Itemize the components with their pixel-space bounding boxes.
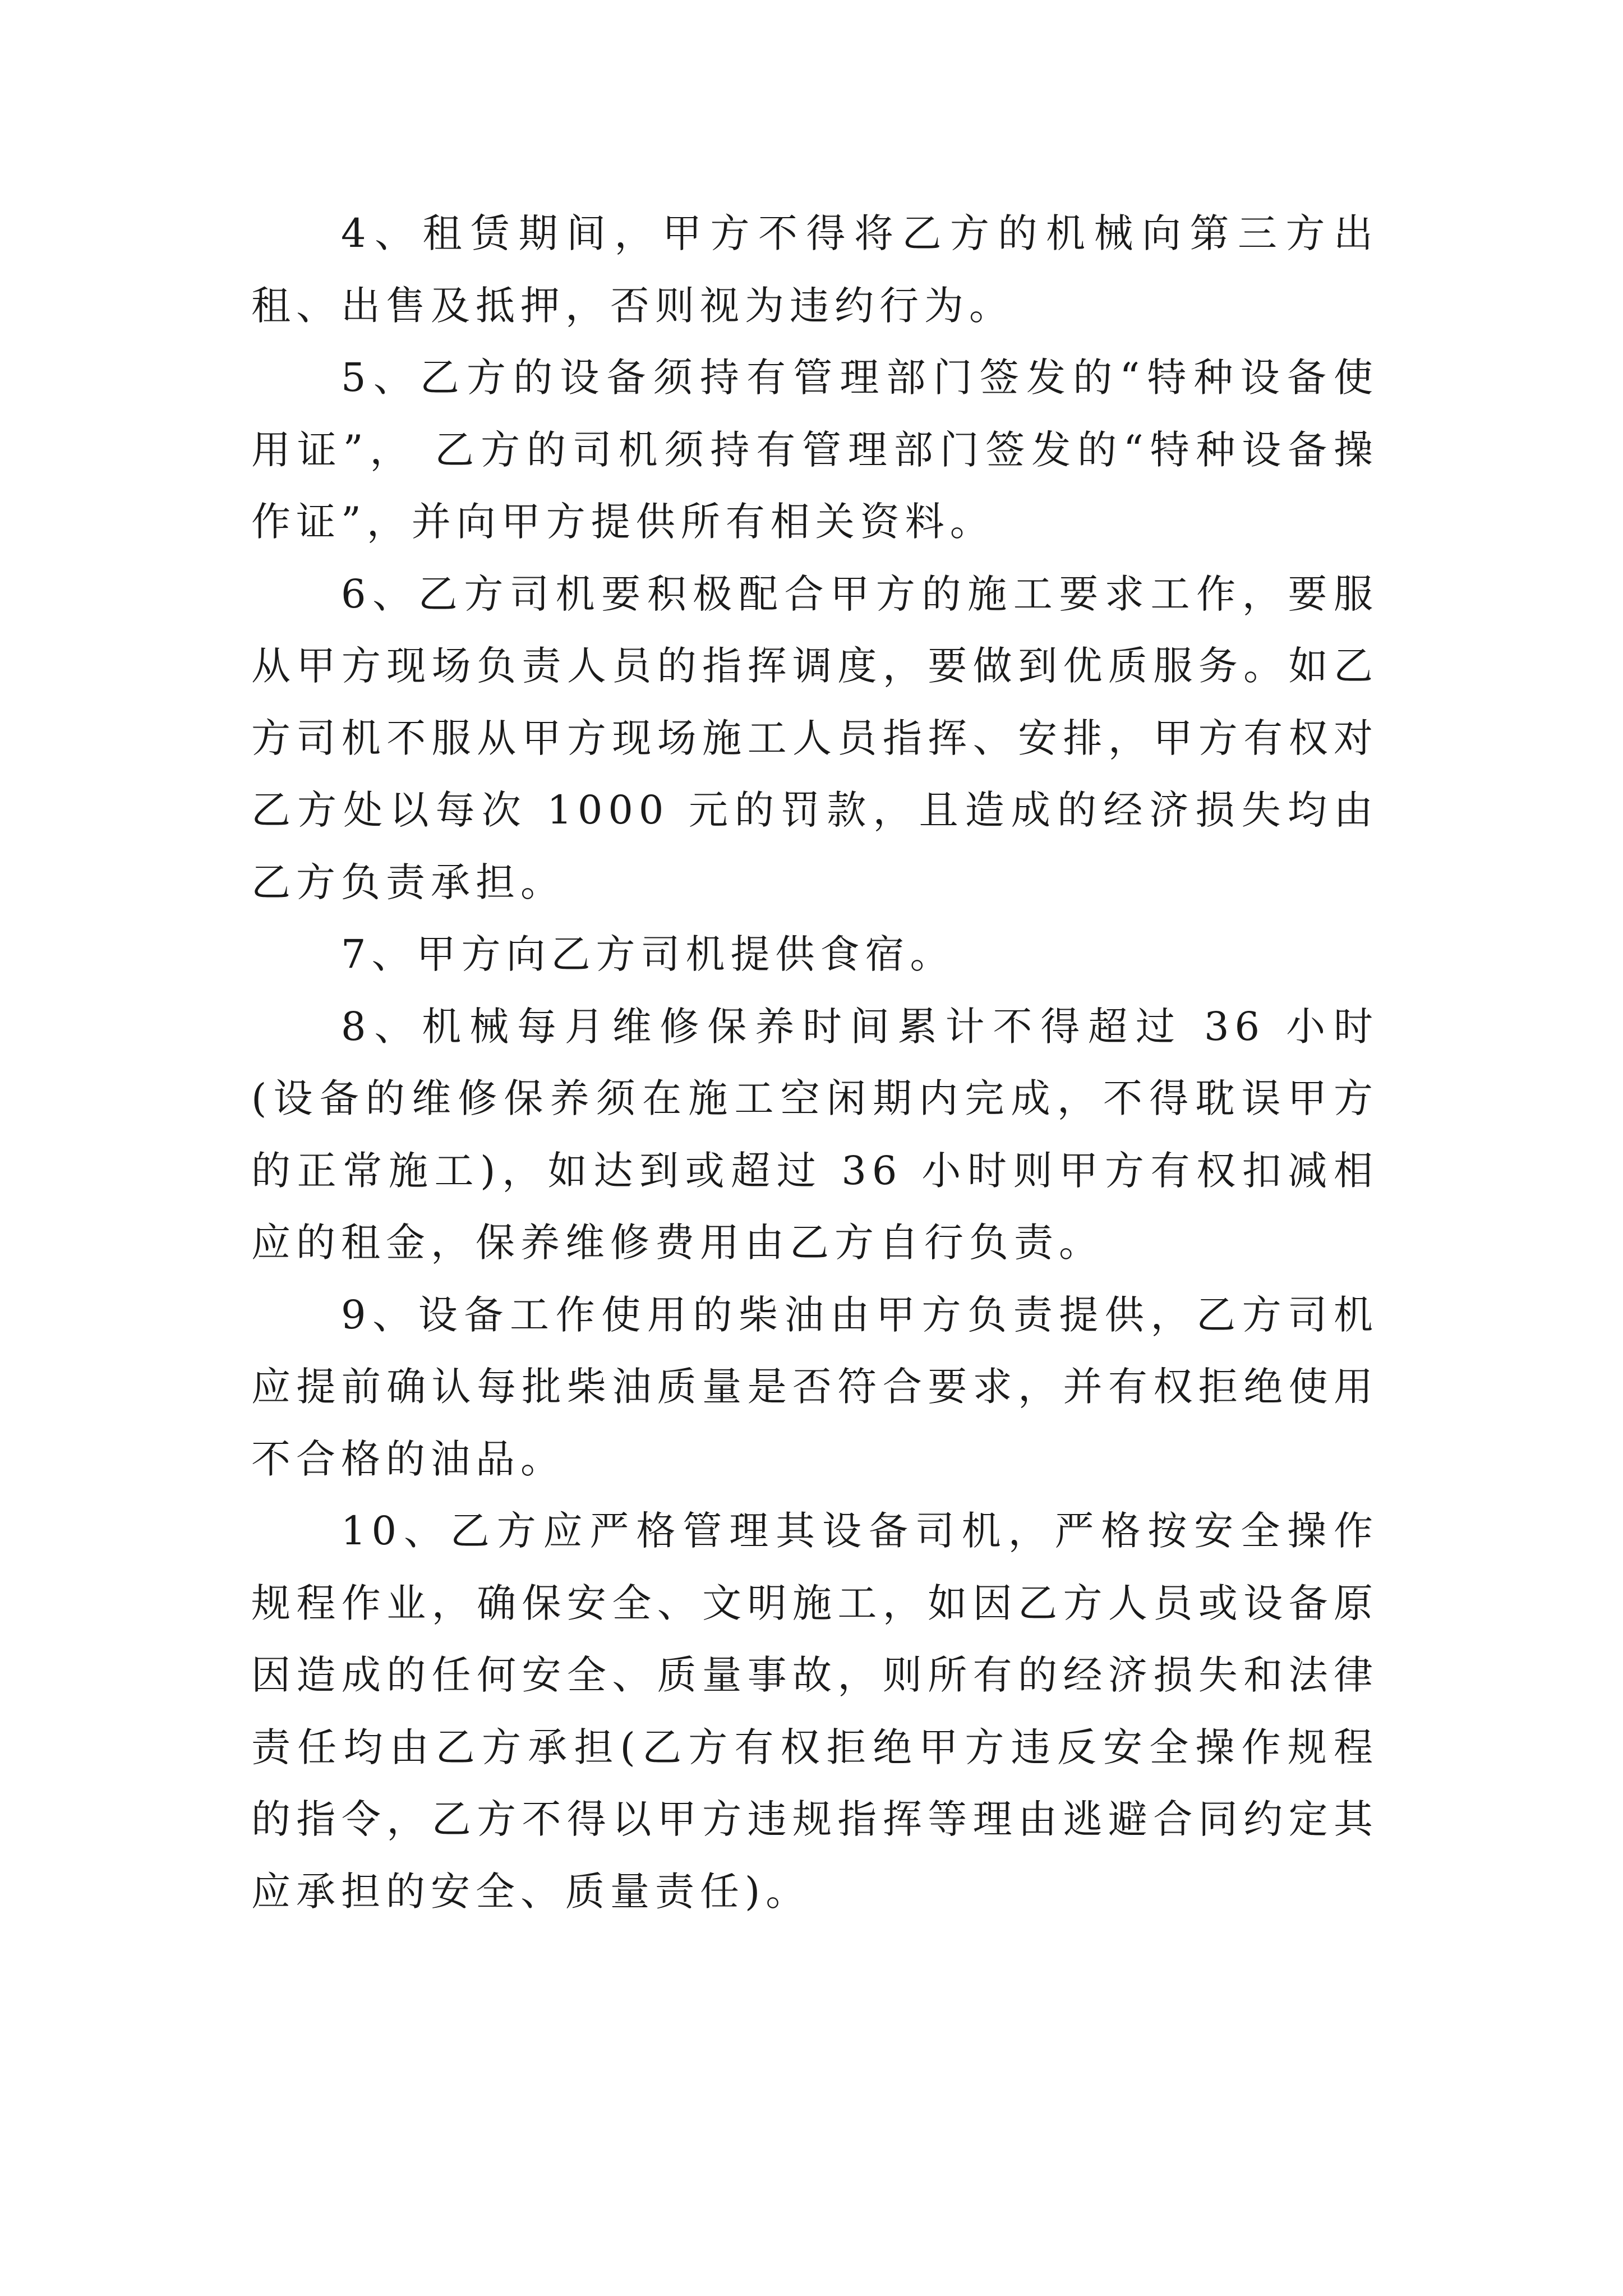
clause-6-paragraph: 6、乙方司机要积极配合甲方的施工要求工作，要服从甲方现场负责人员的指挥调度，要做到优质服务。如乙方司机不服从甲方现场施工人员指挥、安排，甲方有权对乙方处以每次 1000 元的罚款，且造成的经济损失均由乙方负责承担。 bbox=[251, 570, 1378, 905]
clause-5-paragraph: 5、乙方的设备须持有管理部门签发的“特种设备使用证”， 乙方的司机须持有管理部门签发的“特种设备操作证”，并向甲方提供所有相关资料。 bbox=[251, 355, 1378, 545]
clause-7-paragraph: 7、甲方向乙方司机提供食宿。 bbox=[341, 931, 955, 977]
clause-4-paragraph: 4、租赁期间，甲方不得将乙方的机械向第三方出租、出售及抵押，否则视为违约行为。 bbox=[251, 210, 1378, 329]
clause-9-paragraph: 9、设备工作使用的柴油由甲方负责提供，乙方司机应提前确认每批柴油质量是否符合要求，并有权拒绝使用不合格的油品。 bbox=[251, 1291, 1378, 1482]
clause-8-paragraph: 8、机械每月维修保养时间累计不得超过 36 小时(设备的维修保养须在施工空闲期内完成，不得耽误甲方的正常施工)，如达到或超过 36 小时则甲方有权扣减相应的租金，保养维修费用由乙方自行负责。 bbox=[251, 1003, 1378, 1266]
clause-10-paragraph: 10、乙方应严格管理其设备司机，严格按安全操作规程作业，确保安全、文明施工，如因乙方人员或设备原因造成的任何安全、质量事故，则所有的经济损失和法律责任均由乙方承担(乙方有权拒绝甲方违反安全操作规程的指令，乙方不得以甲方违规指挥等理由逃避合同约定其应承担的安全、质量责任)。 bbox=[251, 1508, 1378, 1915]
document-body bbox=[251, 197, 1378, 1927]
